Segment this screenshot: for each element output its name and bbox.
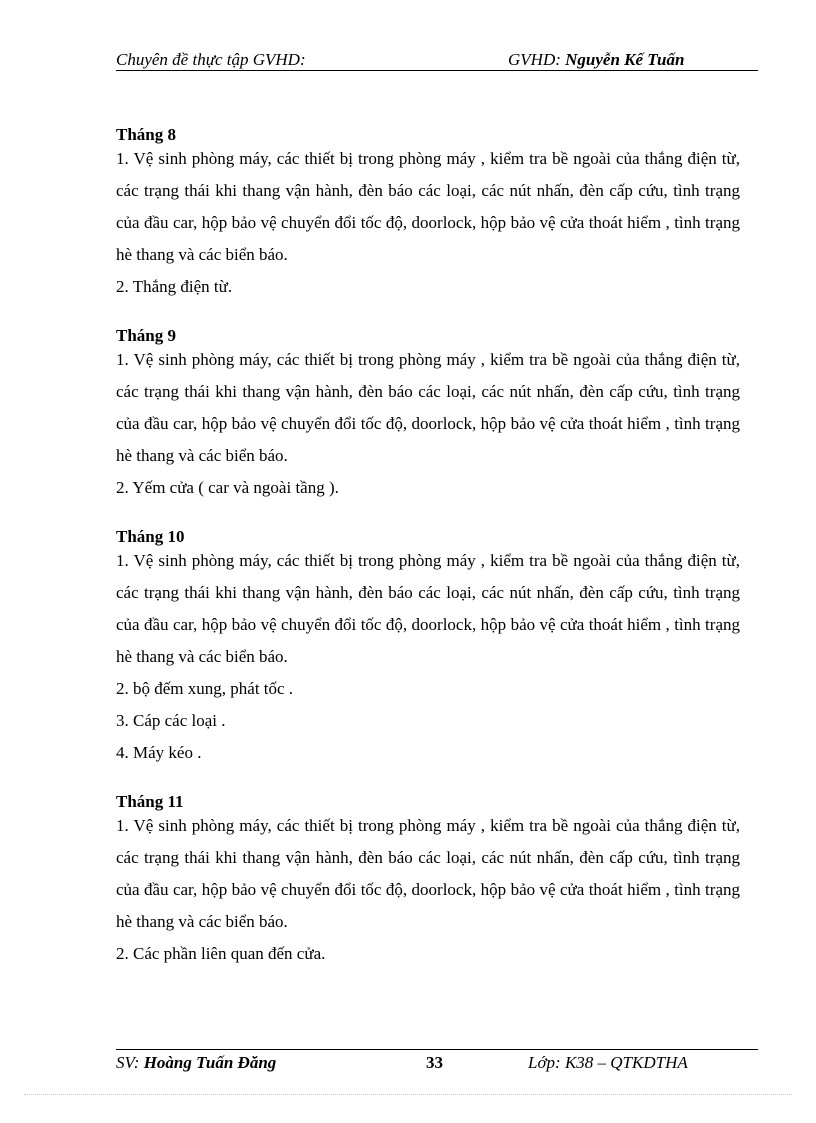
header-supervisor (508, 50, 684, 70)
page-bottom-border (24, 1094, 792, 1095)
header-supervisor-name: Nguyễn Kế Tuấn (565, 50, 685, 69)
list-item: 2. Yếm cửa ( car và ngoài tầng ). (116, 478, 339, 497)
section-title: Tháng 10 (116, 527, 185, 546)
section-paragraph: 1. Vệ sinh phòng máy, các thiết bị trong phòng máy , kiểm tra bề ngoài của thắng điện từ, các trạng thái khi thang vận hành, đèn báo các loại, các nút nhấn, đèn cấp cứu, tình trạng của đầu car, hộp bảo vệ chuyển đổi tốc độ, doorlock, hộp bảo vệ cửa thoát hiểm , tình trạng hè thang và các biển báo. (116, 149, 740, 264)
header-course-title: Chuyên đề thực tập GVHD: (116, 50, 306, 69)
list-item: 2. Thắng điện từ. (116, 277, 233, 296)
footer-student-name: Hoàng Tuấn Đăng (143, 1053, 277, 1072)
footer-student (116, 1053, 276, 1073)
page-number: 33 (426, 1053, 443, 1072)
header-supervisor-label: GVHD: (508, 50, 566, 69)
month-section (116, 124, 740, 303)
footer-divider (116, 1049, 758, 1050)
section-paragraph: 1. Vệ sinh phòng máy, các thiết bị trong phòng máy , kiểm tra bề ngoài của thắng điện từ, các trạng thái khi thang vận hành, đèn báo các loại, các nút nhấn, đèn cấp cứu, tình trạng của đầu car, hộp bảo vệ chuyển đổi tốc độ, doorlock, hộp bảo vệ cửa thoát hiểm , tình trạng hè thang và các biển báo. (116, 551, 740, 666)
section-paragraph: 1. Vệ sinh phòng máy, các thiết bị trong phòng máy , kiểm tra bề ngoài của thắng điện từ, các trạng thái khi thang vận hành, đèn báo các loại, các nút nhấn, đèn cấp cứu, tình trạng của đầu car, hộp bảo vệ chuyển đổi tốc độ, doorlock, hộp bảo vệ cửa thoát hiểm , tình trạng hè thang và các biển báo. (116, 350, 740, 465)
list-item: 4. Máy kéo . (116, 743, 202, 762)
page-footer (116, 1053, 758, 1077)
list-item: 3. Cáp các loại . (116, 711, 226, 730)
footer-class: Lớp: K38 – QTKDTHA (528, 1053, 688, 1072)
section-title: Tháng 8 (116, 125, 176, 144)
footer-student-label: SV: (116, 1053, 144, 1072)
month-section (116, 526, 740, 769)
list-item: 2. bộ đếm xung, phát tốc . (116, 679, 294, 698)
month-section (116, 325, 740, 504)
section-title: Tháng 11 (116, 792, 184, 811)
section-paragraph: 1. Vệ sinh phòng máy, các thiết bị trong phòng máy , kiểm tra bề ngoài của thắng điện từ, các trạng thái khi thang vận hành, đèn báo các loại, các nút nhấn, đèn cấp cứu, tình trạng của đầu car, hộp bảo vệ chuyển đổi tốc độ, doorlock, hộp bảo vệ cửa thoát hiểm , tình trạng hè thang và các biển báo. (116, 816, 740, 931)
list-item: 2. Các phần liên quan đến cửa. (116, 944, 326, 963)
document-body (116, 124, 740, 992)
month-section (116, 791, 740, 970)
page-header (116, 48, 758, 71)
section-title: Tháng 9 (116, 326, 176, 345)
